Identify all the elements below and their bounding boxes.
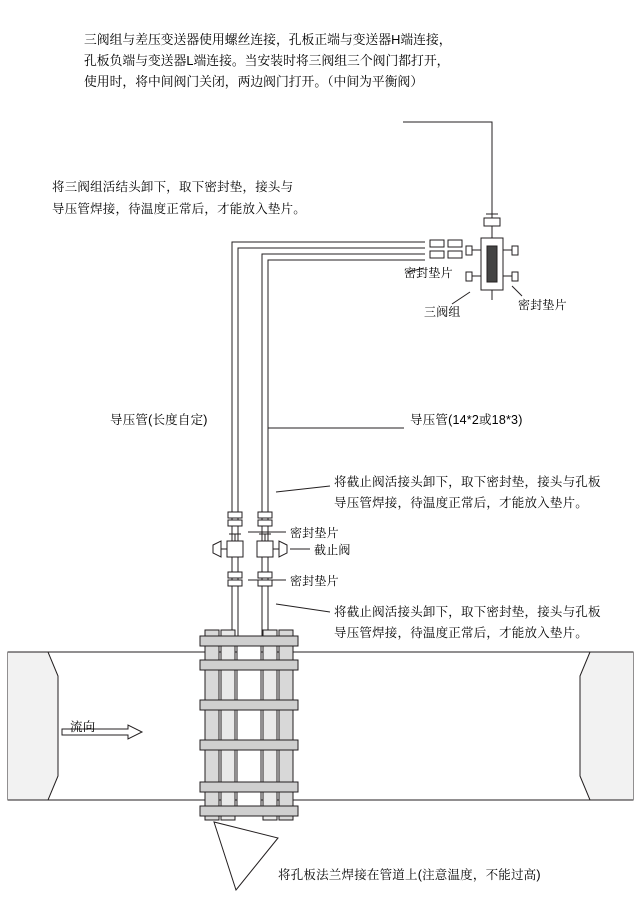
label-three-valve-group: 三阀组: [424, 305, 461, 319]
leader-seal-gasket-2: [512, 286, 522, 296]
note-three-valve-line2: 导压管焊接，待温度正常后，才能放入垫片。: [52, 202, 307, 216]
label-impulse-pipe-right: 导压管(14*2或18*3): [410, 413, 523, 427]
label-seal-gasket-1: 密封垫片: [404, 266, 453, 280]
header-line-1: 三阀组与差压变送器使用螺丝连接，孔板正端与变送器H端连接，: [84, 32, 452, 47]
label-impulse-pipe-left: 导压管(长度自定): [110, 413, 208, 427]
note-stop-valve-1-line2: 导压管焊接，待温度正常后，才能放入垫片。: [334, 496, 589, 510]
three-valve-group-symbol: [430, 214, 518, 300]
leader-note-lower: [276, 604, 330, 612]
note-stop-valve-1-line1: 将截止阀活接头卸下，取下密封垫，接头与孔板: [334, 475, 601, 489]
label-seal-gasket-3: 密封垫片: [290, 526, 339, 540]
label-seal-gasket-2: 密封垫片: [518, 298, 567, 312]
transmitter-lead-line: [403, 122, 492, 226]
orifice-flange-assembly: [8, 630, 633, 820]
bottom-callout-arrow: [214, 822, 278, 890]
leader-note-upper: [276, 486, 330, 492]
header-line-3: 使用时，将中间阀门关闭，两边阀门打开。（中间为平衡阀）: [84, 74, 424, 89]
note-stop-valve-2-line2: 导压管焊接，待温度正常后，才能放入垫片。: [334, 626, 589, 640]
label-seal-gasket-4: 密封垫片: [290, 574, 339, 588]
label-flow-direction: 流向: [70, 720, 96, 734]
note-bottom: 将孔板法兰焊接在管道上(注意温度，不能过高): [278, 868, 541, 882]
stop-valve-assembly: [213, 512, 287, 586]
label-stop-valve: 截止阀: [314, 543, 351, 557]
note-three-valve-line1: 将三阀组活结头卸下，取下密封垫，接头与: [52, 180, 294, 194]
note-stop-valve-2-line1: 将截止阀活接头卸下，取下密封垫，接头与孔板: [334, 605, 601, 619]
header-line-2: 孔板负端与变送器L端连接。当安装时将三阀组三个阀门都打开，: [84, 53, 450, 68]
